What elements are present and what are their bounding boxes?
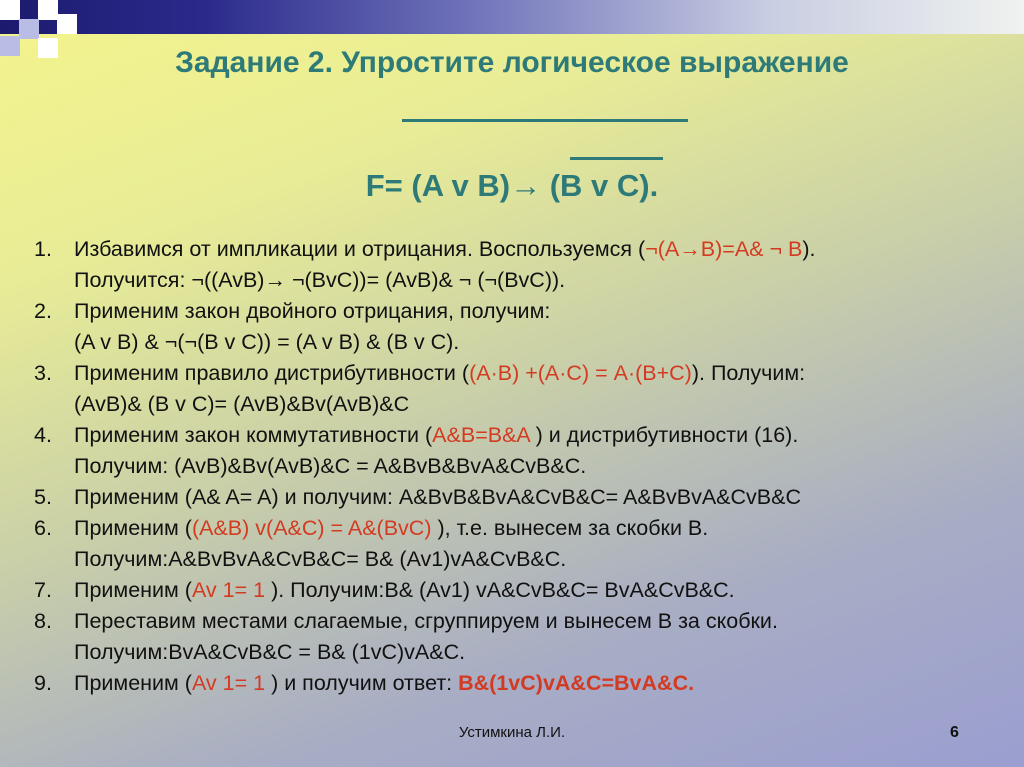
corner-square [38, 0, 58, 20]
step-item [34, 234, 994, 296]
step-text: Применим ( [74, 578, 192, 602]
step-item [34, 420, 994, 482]
step-text: Избавимся от импликации и отрицания. Воспользуемся ( [74, 237, 646, 261]
step-text: ), т.е. вынесем за скобки B. [431, 516, 709, 540]
final-answer: B&(1vC)vA&C=BvA&C. [458, 671, 695, 695]
step-number: 7. [34, 578, 52, 602]
step-text: ) и дистрибутивности (16). [529, 423, 799, 447]
corner-square [57, 14, 77, 34]
overline-short [570, 157, 663, 160]
steps-list [34, 234, 994, 699]
step-line [74, 358, 994, 389]
step-text: ). [802, 237, 816, 261]
step-line: Применим (A& A= A) и получим: A&BvB&BvA&CvB&C= A&BvBvA&CvB&C [74, 485, 802, 509]
step-text: Применим правило дистрибутивности ( [74, 361, 470, 385]
page-number: 6 [950, 724, 959, 741]
formula: F= (A v B)→ (B v C). [365, 168, 659, 203]
step-line: Получится: ¬((AvB)→ ¬(BvC))= (AvB)& ¬ (¬(BvC)). [74, 268, 566, 292]
step-item [34, 668, 994, 699]
corner-square [19, 19, 39, 39]
step-number: 3. [34, 361, 52, 385]
step-number: 8. [34, 609, 52, 633]
step-text: ). Получим: [691, 361, 806, 385]
corner-square [0, 0, 20, 20]
step-line: Применим закон двойного отрицания, получим: [74, 299, 551, 323]
step-line: (AvB)& (B v C)= (AvB)&Bv(AvB)&C [74, 392, 410, 416]
step-item [34, 606, 994, 668]
step-line [74, 575, 994, 606]
author-footer: Устимкина Л.И. [458, 724, 566, 741]
step-highlight: ¬(A→B)=A& ¬ B [645, 237, 803, 261]
overline-long [402, 119, 688, 122]
step-line [74, 420, 994, 451]
step-highlight: Av 1= 1 [191, 578, 266, 602]
step-line [74, 513, 994, 544]
step-line [74, 234, 994, 265]
step-item [34, 358, 994, 420]
slide-title: Задание 2. Упростите логическое выражение [175, 46, 849, 79]
step-number: 5. [34, 485, 52, 509]
step-text: Применим ( [74, 516, 192, 540]
step-line: (A v B) & ¬(¬(B v C)) = (A v B) & (B v C). [74, 330, 460, 354]
step-line: Получим:A&BvBvA&CvB&C= B& (Av1)vA&CvB&C. [74, 547, 567, 571]
header-band [0, 0, 1024, 34]
step-number: 1. [34, 237, 52, 261]
step-line: Получим:BvA&CvB&C = B& (1vC)vA&C. [74, 640, 466, 664]
step-number: 6. [34, 516, 52, 540]
step-text: ) и получим ответ: [265, 671, 459, 695]
step-highlight: Av 1= 1 [191, 671, 266, 695]
step-highlight: (A·B) +(A·C) = A·(B+C) [469, 361, 692, 385]
step-number: 2. [34, 299, 52, 323]
step-number: 9. [34, 671, 52, 695]
step-item [34, 575, 994, 606]
step-item [34, 296, 994, 358]
step-highlight: (A&B) v(A&C) = A&(BvC) [191, 516, 432, 540]
step-text: ). Получим:B& (Av1) vA&CvB&C= BvA&CvB&C. [265, 578, 735, 602]
step-line: Получим: (AvB)&Bv(AvB)&C = A&BvB&BvA&CvB&C. [74, 454, 587, 478]
step-text: Применим закон коммутативности ( [74, 423, 433, 447]
step-line [74, 668, 994, 699]
step-item [34, 513, 994, 575]
step-highlight: A&B=B&A [432, 423, 530, 447]
step-line: Переставим местами слагаемые, сгруппируем и вынесем B за скобки. [74, 609, 778, 633]
step-number: 4. [34, 423, 52, 447]
step-text: Применим ( [74, 671, 192, 695]
step-item [34, 482, 994, 513]
